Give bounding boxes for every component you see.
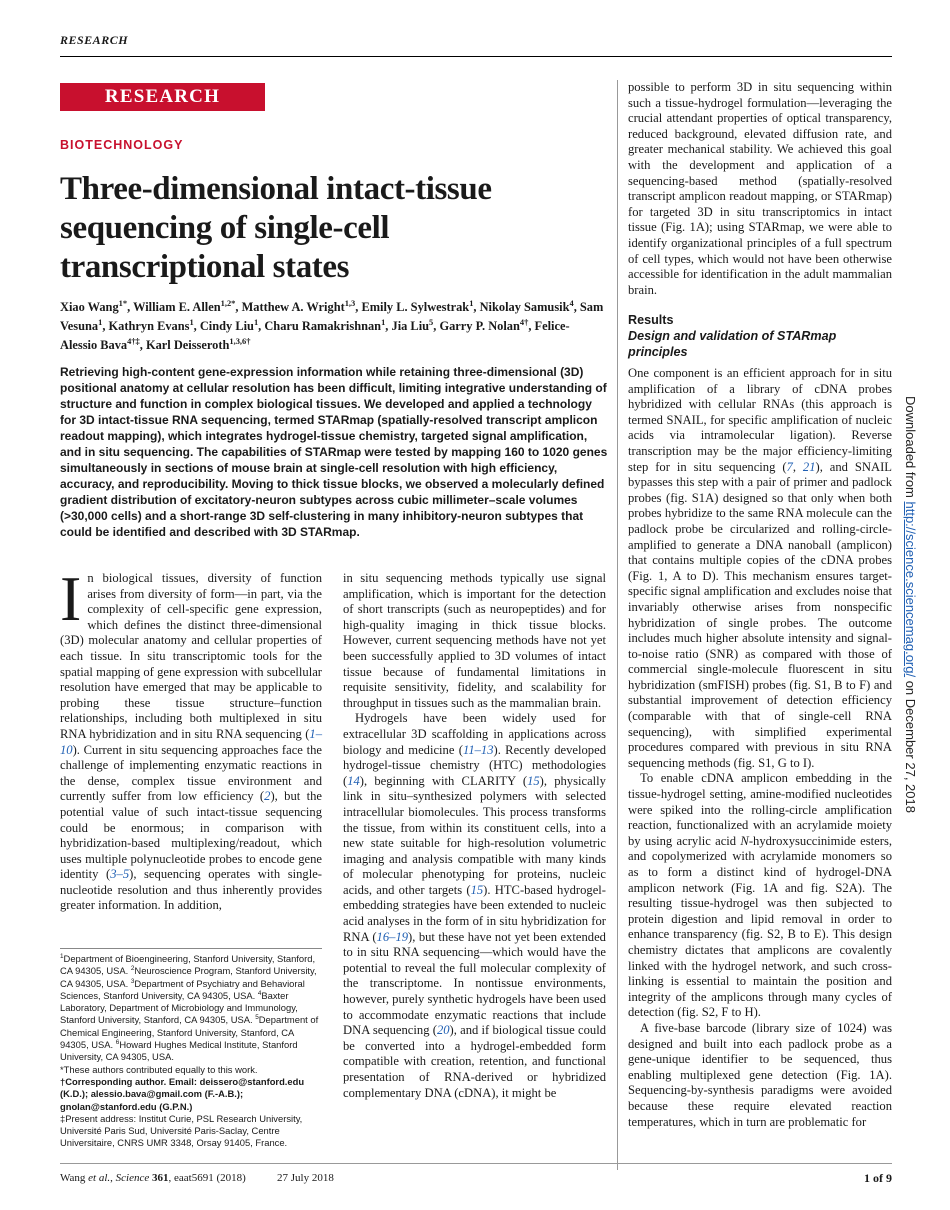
reference-link[interactable]: 15 (470, 882, 484, 897)
author: William E. Allen$^{1,2*}$, (133, 297, 242, 314)
paragraph: One component is an efficient approach for in situ amplification of a library of cDNA probes hybridized with cellular RNAs (this approach is termed SNAIL, for specific amplification of nucleic acids via intramolecular ligation). Reverse transcription may be the major efficiency-limiting step for in situ sequencing (7, 21), and SNAIL bypasses this step with a pair of primer and padlock probes (fig. S1A) designed so that only when both probes hybridize to the same RNA molecule can the padlock probe be circularized and rolling-circle-amplified to generate a DNA nanoball (amplicon) that contains multiple copies of the cDNA probes (Fig. 1, A to D). This mechanism ensures target-specific signal amplification and excludes noise that invariably otherwise arises from nonspecific hybridization of single probes. The outcome includes much higher absolute intensity and signal-to-noise ratio (SNR) as compared with those of commercial single-molecule fluorescent in situ hybridization (smFISH) probes (fig. S1, B to F) and substantial improvement of detection efficiency (comparable with that of single-cell RNA sequencing), with simplified experimental procedures compared with previous in situ RNA sequencing methods (fig. S1, G to I). (628, 366, 893, 770)
body-column-3-intro: possible to perform 3D in situ sequencing within such a tissue-hydrogel formulation—leveraging the crucial attendant properties of optical transparency, reduced background, elevated diffusion rate, and greater mechanical stability. We achieved this goal with the development and application of a sequencing-based method (spatially-resolved transcript amplicon readout mapping, or STARmap) for targeted 3D in situ transcriptomics in intact tissue (Fig. 1A); using STARmap, we were able to identify organizational principles of a full spectrum of cell types, which would not have been otherwise accessible for identification in the adult mammalian brain. (628, 80, 892, 297)
footnotes (60, 953, 322, 1150)
paragraph: To enable cDNA amplicon embedding in the tissue-hydrogel setting, amine-modified nucleotides were spiked into the rolling-circle amplification reaction, functionalized with an acrylamide moiety by using acrylic acid N-hydroxysuccinimide esters, and copolymerized with acrylamide monomers so as to form a distinct kind of hydrogel-DNA amplicon network (Fig. 1A and fig. S2A). The resulting tissue-hydrogel was then subjected to protein digestion and lipid removal in order to enhance transparency (fig. S2, B to E). This design chemistry dictates that amplicons are covalently linked with the hydrogel network, and such cross-linking is essential to maintain the position and integrity of the amplicons through many cycles of detection (fig. S2, F to H). (628, 771, 892, 1020)
abstract: Retrieving high-content gene-expression information while retaining three-dimensional (3D) positional anatomy at cellular resolution has been difficult, limiting integrative understanding of structure and function in complex biological tissues. We developed and applied a technology for 3D intact-tissue RNA sequencing, termed STARmap (spatially-resolved transcript amplicon readout mapping), which integrates hydrogel-tissue chemistry, targeted signal amplification, and in situ sequencing. The capabilities of STARmap were tested by mapping 160 to 1020 genes simultaneously in sections of mouse brain at single-cell resolution with high efficiency, accuracy, and reproducibility. Moving to thick tissue blocks, we observed a molecularly defined gradient distribution of excitatory-neuron subtypes across cubic millimeter–scale volumes (>30,000 cells) and a short-range 3D self-clustering in many inhibitory-neuron subtypes that could be identified and described with 3D STARmap. (60, 365, 608, 539)
body-column-3 (628, 366, 892, 1130)
author: Karl Deisseroth$^{1,3,6\dagger}$ (145, 335, 251, 352)
results-heading: Results (628, 313, 674, 327)
reference-link[interactable]: 11–13 (462, 742, 494, 757)
paragraph: in situ sequencing methods typically use signal amplification, which is important for the detection of short transcripts (such as neuropeptides) and for high-quality imaging in thick tissue blocks. However, current sequencing methods have not yet been successfully applied to 3D volumes of intact tissue because of fundamental limitations in requisite sensitivity, fidelity, and scalability for throughput in tissues such as the mammalian brain. (343, 571, 606, 710)
running-head: RESEARCH (60, 33, 129, 47)
reference-link[interactable]: 21 (802, 459, 816, 474)
equal-contribution-note: *These authors contributed equally to this work. (60, 1063, 258, 1075)
author: Felice-Alessio Bava$^{4\dagger\ddagger}$, (60, 319, 570, 352)
author: Kathryn Evans$^1$, (108, 316, 200, 333)
publication-date: 27 July 2018 (277, 1172, 334, 1184)
body-column-1: In biological tissues, diversity of function arises from diversity of form—in part, via the complexity of cell-specific gene expression, which defines the distinct three-dimensional (3D) molecular anatomy and cellular properties of each tissue. In situ transcriptomic tools for the spatial mapping of gene expression with subcellular resolution have emerged that may be applicable to probing these tissue structure–function relationships, including both multiplexed in situ RNA hybridization and in situ RNA sequencing (1–10). Current in situ sequencing approaches face the challenge of implementing enzymatic reactions in the dense, complex tissue environment and currently suffer from low efficiency (2), but the potential value of such intact-tissue sequencing could be enormous; in comparison with hybridization-based multiplexing/readout, which uses multiple polynucleotide probes to encode gene identity (3–5), sequencing operates with single-nucleotide resolution and thus inherently provides greater information. In addition, (60, 563, 323, 913)
footnote-rule (60, 948, 322, 949)
body-column-2 (343, 571, 606, 1101)
author: Xiao Wang$^{1*}$, (60, 297, 134, 314)
corresponding-author-note: †Corresponding author. Email: deissero@stanford.edu (K.D.); alessio.bava@gmail.com (F.-A.B.); gnolan@stanford.edu (G.P.N.) (60, 1075, 305, 1112)
page-number: 1 of 9 (864, 1171, 892, 1185)
column-divider (617, 80, 618, 1170)
author: Jia Liu$^5$, (391, 316, 440, 333)
download-note: Downloaded from http://science.sciencemag.org/ on December 27, 2018 (903, 396, 918, 813)
reference-link[interactable]: 16–19 (376, 929, 409, 944)
reference-link[interactable]: 3–5 (110, 867, 130, 882)
author: Charu Ramakrishnan$^1$, (264, 316, 392, 333)
author: Emily L. Sylwestrak$^1$, (361, 297, 480, 314)
drop-cap: I (60, 563, 82, 634)
author: Sam Vesuna$^1$, (60, 300, 604, 333)
reference-link[interactable]: 7 (786, 459, 793, 474)
affiliations: $^1$Department of Bioengineering, Stanford University, Stanford, CA 94305, USA. $^2$Neuroscience Program, Stanford University, CA 94305, USA. $^3$Department of Psychiatry and Behavioral Sciences, Stanford University, CA 94305, USA. $^4$Baxter Laboratory, Department of Microbiology and Immunology, Stanford University, Stanford, CA 94305, USA. $^5$Department of Chemical Engineering, Stanford University, Stanford, CA 94305, USA. $^6$Howard Hughes Medical Institute, Stanford University, CA 94305, USA. (60, 952, 319, 1063)
results-subheading: Design and validation of STARmap principles (628, 329, 837, 359)
paragraph: A five-base barcode (library size of 1024) was designed and built into each padlock probe as a gene-unique identifier to be sequenced, thus enabling multiplexed gene detection (Fig. 1A). Sequencing-by-synthesis paradigms were avoided because these require elevated reaction temperatures, which in turn are problematic for (628, 1020, 892, 1129)
citation-footer: Wang et al., Science 361, eaat5691 (2018) (60, 1172, 246, 1184)
article-title: Three-dimensional intact-tissue sequencing of single-cell transcriptional states (60, 171, 492, 285)
paragraph: Hydrogels have been widely used for extracellular 3D scaffolding in applications across biology and medicine (11–13). Recently developed hydrogel-tissue chemistry (HTC) methodologies (14), beginning with CLARITY (15), physically link in situ–synthesized polymers with selected intracellular biomolecules. This process transforms the tissue, from within its constituent cells, into a new state suitable for high-resolution volumetric imaging and analysis compatible with many kinds of molecular phenotyping for proteins, nucleic acids, and other targets (15). HTC-based hydrogel-embedding strategies have been extended to nucleic acid analyses in the form of in situ hybridization for RNA (16–19), but these have not yet been extended to in situ RNA sequencing—which would have the potential to reveal the full molecular complexity of the transcriptome. In nontissue environments, however, purely synthetic hydrogels have been used to accommodate enzymatic reactions that include DNA sequencing (20), and if biological tissue could be converted into a hydrogel-embedded form compatible with creation, retention, and functional presentation of RNA-derived or hybridized complementary DNA (cDNA), it might be (343, 711, 607, 1100)
author: Cindy Liu$^1$, (199, 316, 265, 333)
header-rule (60, 56, 892, 57)
reference-link[interactable]: 2 (264, 789, 271, 804)
author-list (60, 298, 605, 355)
reference-link[interactable]: 14 (347, 773, 360, 788)
reference-link[interactable]: 15 (527, 773, 540, 788)
download-link[interactable]: http://science.sciencemag.org/ (903, 501, 918, 678)
footer-rule (60, 1163, 892, 1164)
reference-link[interactable]: 1–10 (60, 726, 322, 757)
author: Nikolay Samusik$^4$, (479, 297, 580, 314)
author: Matthew A. Wright$^{1,3}$, (241, 297, 362, 314)
article-type-badge: RESEARCH ARTICLE (60, 83, 265, 111)
present-address-note: ‡Present address: Institut Curie, PSL Research University, Université Paris Sud, Université Paris-Saclay, Centre Universitaire, CNRS UMR 3348, Orsay 91405, France. (60, 1112, 303, 1149)
reference-link[interactable]: 20 (436, 1023, 450, 1038)
section-label: BIOTECHNOLOGY (60, 138, 184, 152)
author: Garry P. Nolan$^{4\dagger}$, (439, 316, 535, 333)
